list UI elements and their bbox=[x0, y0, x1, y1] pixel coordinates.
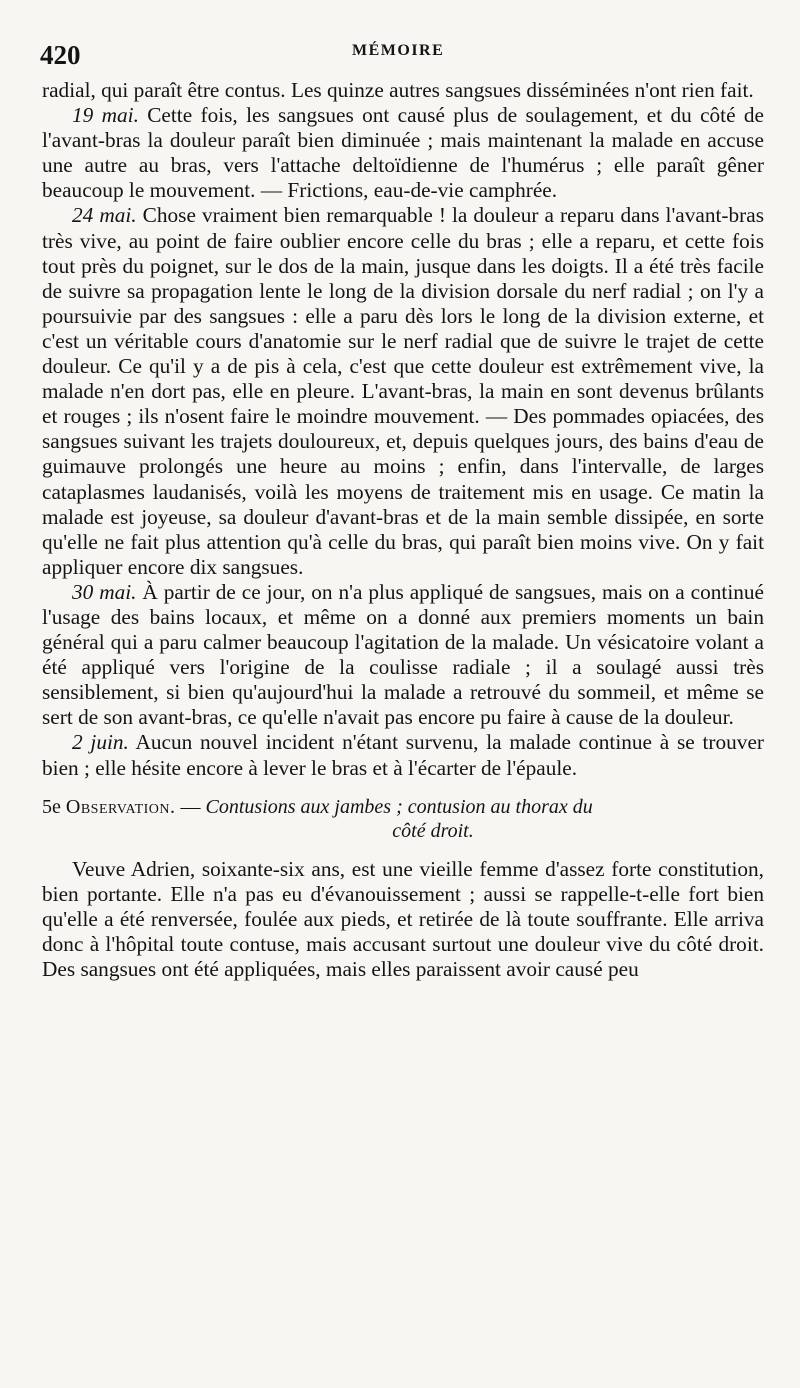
running-head: MÉMOIRE bbox=[352, 42, 445, 59]
paragraph bbox=[42, 580, 764, 731]
paragraph bbox=[42, 857, 764, 982]
entry-date: 2 juin. bbox=[72, 730, 129, 755]
paragraph bbox=[42, 730, 764, 780]
document-page bbox=[42, 30, 764, 982]
paragraph-text: Veuve Adrien, soixante-six ans, est une vieille femme d'assez forte constitution, bien portante. Elle n'a pas eu d'évanouissement ; aussi se rappelle-t-elle fort bien qu'elle a été renversée, foulée aux pieds, et retirée de là toute souffrante. Elle arriva donc à l'hôpital toute contuse, mais accusant surtout une douleur vive du côté droit. Des sangsues ont été appliquées, mais elles paraissent avoir causé peu bbox=[42, 856, 764, 981]
page-header bbox=[42, 30, 764, 78]
paragraph bbox=[42, 203, 764, 579]
observation-title-continued: côté droit. bbox=[392, 819, 474, 842]
paragraph bbox=[42, 78, 764, 103]
entry-date: 30 mai. bbox=[72, 579, 137, 604]
observation-heading bbox=[42, 795, 764, 843]
entry-date: 19 mai. bbox=[72, 103, 139, 128]
observation-label: Observation. bbox=[65, 795, 176, 818]
observation-heading-line-1 bbox=[42, 795, 764, 819]
paragraph-text: radial, qui paraît être contus. Les quinze autres sangsues disséminées n'ont rien fait. bbox=[42, 78, 754, 102]
observation-number: 5e bbox=[42, 795, 61, 818]
page-number: 420 bbox=[40, 40, 81, 70]
observation-title: Contusions aux jambes ; contusion au thorax du bbox=[205, 795, 593, 818]
observation-dash: — bbox=[180, 795, 201, 818]
paragraph-text: Aucun nouvel incident n'étant survenu, la malade continue à se trouver bien ; elle hésite encore à lever le bras et à l'écarter de l'épaule. bbox=[42, 730, 764, 780]
body-text bbox=[42, 78, 764, 982]
paragraph bbox=[42, 103, 764, 203]
paragraph-text: À partir de ce jour, on n'a plus appliqué de sangsues, mais on a continué l'usage des bains locaux, et même on a donné aux premiers moments un bain général qui a paru calmer beaucoup l'agitation de la malade. Un vésicatoire volant a été appliqué vers l'origine de la coulisse radiale ; il a soulagé aussi très sensiblement, si bien qu'aujourd'hui la malade a retrouvé du sommeil, et même se sert de son avant-bras, ce qu'elle n'avait pas encore pu faire à cause de la douleur. bbox=[42, 579, 764, 730]
paragraph-text: Cette fois, les sangsues ont causé plus de soulagement, et du côté de l'avant-bras la douleur paraît bien diminuée ; mais maintenant la malade en accuse une autre au bras, vers l'attache deltoïdienne de l'humérus ; elle paraît gêner beaucoup le mouvement. — Frictions, eau-de-vie camphrée. bbox=[42, 103, 764, 203]
paragraph-text: Chose vraiment bien remarquable ! la douleur a reparu dans l'avant-bras très vive, au point de faire oublier encore celle du bras ; elle a reparu, et cette fois tout près du poignet, sur le dos de la main, jusque dans les doigts. Il a été très facile de suivre sa propagation lente le long de la division dorsale du nerf radial ; on l'y a poursuivie par des sangsues : elle a paru dès lors le long de la division externe, et c'est un véritable cours d'anatomie sur le nerf radial que de suivre le trajet de cette douleur. Ce qu'il y a de pis à cela, c'est que cette douleur est extrêmement vive, la malade n'en dort pas, elle en pleure. L'avant-bras, la main en sont devenus brûlants et rouges ; ils n'osent faire le moindre mouvement. — Des pommades opiacées, des sangsues suivant les trajets douloureux, et, depuis quelques jours, des bains d'eau de guimauve prolongés une heure au moins ; enfin, dans l'intervalle, de larges cataplasmes laudanisés, voilà les moyens de traitement mis en usage. Ce matin la malade est joyeuse, sa douleur d'avant-bras et de la main semble dissipée, en sorte qu'elle ne fait plus attention qu'à celle du bras, qui paraît bien moins vive. On y fait appliquer encore dix sangsues. bbox=[42, 203, 764, 579]
entry-date: 24 mai. bbox=[72, 203, 137, 228]
